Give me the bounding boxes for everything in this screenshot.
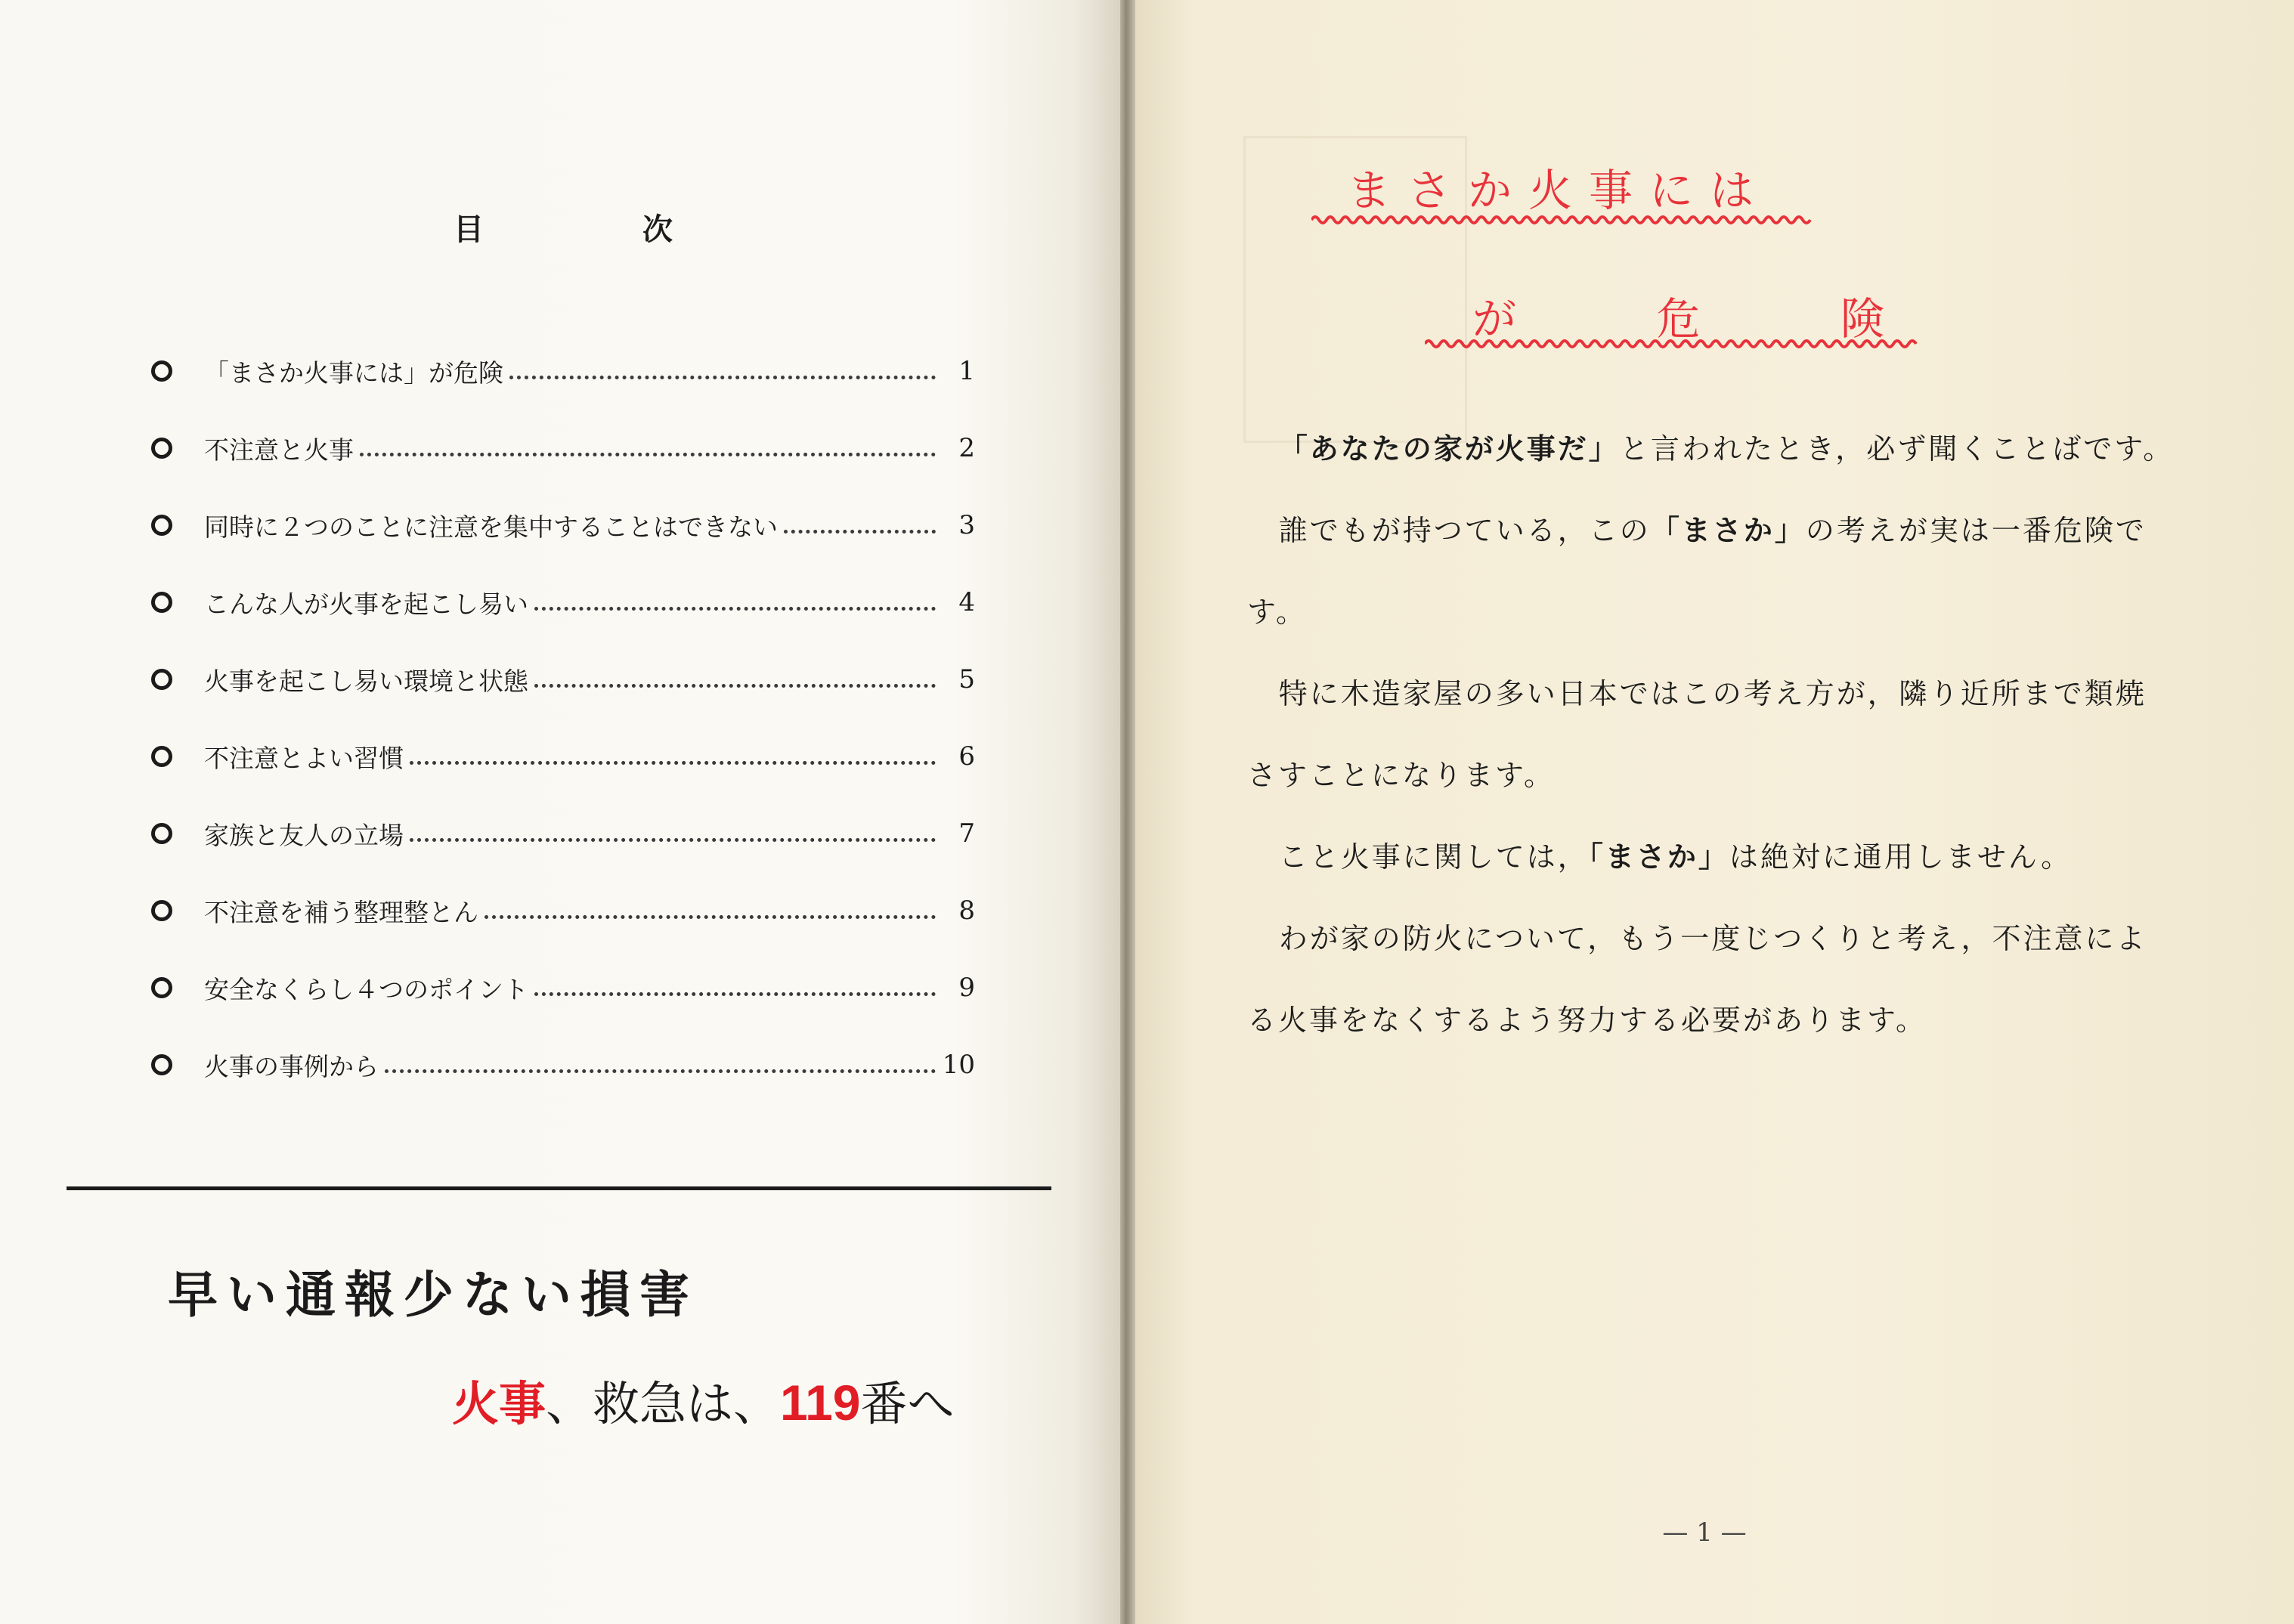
paragraph [1247,408,2177,490]
paragraph [1247,653,2177,816]
dot-leader [534,684,936,688]
circle-bullet-icon [151,746,172,767]
toc-item-label: 不注意を補う整理整とん [204,897,478,927]
toc-item-label: 不注意と火事 [204,435,354,465]
toc-item-label: 「まさか火事には」が危険 [204,357,503,388]
bold-phrase: 「まさか」 [1588,840,1729,874]
toc-item-page: 5 [958,664,975,694]
chapter-heading-line1: まさか火事には [1347,165,1771,216]
toc-item [144,487,975,564]
heading-char: 危 [1656,293,1701,345]
toc-item-label: 安全なくらし４つのポイント [204,974,528,1004]
toc-item-page: 10 [942,1050,975,1080]
page-number: — 1 — [1662,1517,1747,1548]
paragraph [1247,816,2177,898]
paragraph-text: 誰でもが持つている，この [1278,514,1651,547]
toc-item [144,795,975,872]
wavy-underline-2 [1425,338,1920,350]
circle-bullet-icon [151,360,172,382]
wavy-underline-1 [1311,214,1814,226]
toc-item [144,333,975,410]
emergency-fire-text: 火事 [452,1376,546,1431]
toc-item [144,949,975,1026]
dot-leader [484,915,936,919]
heading-char: が [1472,293,1517,345]
dot-leader [410,838,936,842]
dot-leader [534,607,936,611]
circle-bullet-icon [151,977,172,998]
paragraph [1247,490,2177,653]
paragraph-text: の考えが実は一番危険です。 [1247,514,2147,629]
paragraph-text: わが家の防火について，もう一度じつくりと考え，不注意による火事をなくするよう努力する必要があります。 [1247,922,2147,1037]
emergency-number: 119 [780,1375,861,1431]
toc-item-page: 9 [958,973,975,1003]
left-page [0,0,1120,1624]
toc-item [144,718,975,795]
slogan: 早い通報少ない損害 [168,1266,698,1324]
horizontal-divider [67,1186,1051,1190]
paragraph [1247,898,2177,1061]
circle-bullet-icon [151,592,172,613]
toc-item [144,564,975,641]
toc-item-page: 3 [958,510,975,540]
toc-title-char: 目 [454,212,484,247]
circle-bullet-icon [151,823,172,844]
toc-item-label: 火事の事例から [204,1051,379,1081]
dot-leader [534,992,936,996]
circle-bullet-icon [151,1054,172,1075]
toc-item-page: 1 [958,356,975,386]
paragraph-text: 特に木造家屋の多い日本ではこの考え方が，隣り近所まで類焼さすことになります。 [1247,677,2147,792]
dot-leader [385,1069,936,1073]
dot-leader [360,453,936,456]
toc-item-page: 8 [958,896,975,926]
circle-bullet-icon [151,438,172,459]
paragraph-text: こと火事に関しては， [1278,840,1589,874]
toc-item-label: こんな人が火事を起こし易い [204,589,528,619]
toc-item-page: 7 [958,818,975,849]
circle-bullet-icon [151,515,172,536]
book-gutter [1120,0,1135,1624]
toc-item-page: 2 [958,433,975,463]
emergency-mid-text: 、救急は、 [546,1376,781,1431]
bold-phrase: 「あなたの家が火事だ」 [1278,432,1620,466]
paragraph-text: は絶対に通用しません。 [1729,840,2073,874]
dot-leader [509,376,936,379]
bold-phrase: 「まさか」 [1650,513,1806,547]
emergency-end-text: 番へ [860,1376,955,1431]
dot-leader [410,761,936,765]
toc-item-label: 不注意とよい習慣 [204,743,404,773]
emergency-number-line [452,1366,955,1434]
toc-item-label: 家族と友人の立場 [204,820,404,850]
heading-char: 険 [1840,293,1884,345]
toc-item-page: 6 [958,741,975,772]
toc-title [454,206,673,249]
circle-bullet-icon [151,669,172,690]
circle-bullet-icon [151,900,172,921]
toc-title-char: 次 [642,212,673,247]
toc-item-label: 火事を起こし易い環境と状態 [204,666,528,696]
toc-item [144,641,975,718]
toc-item-page: 4 [958,587,975,617]
toc-item [144,872,975,949]
table-of-contents [144,333,975,1103]
body-text [1247,408,2177,1061]
toc-item [144,410,975,487]
toc-item-label: 同時に２つのことに注意を集中することはできない [204,512,778,542]
paragraph-text: と言われたとき，必ず聞くことばです。 [1619,432,2175,466]
toc-item [144,1026,975,1103]
dot-leader [784,530,936,534]
